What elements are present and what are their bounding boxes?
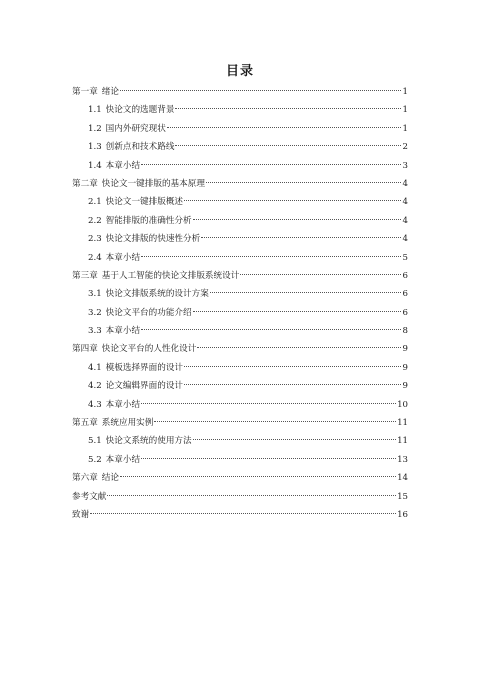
toc-entry-text: 参考文献 (72, 491, 107, 502)
toc-entry-text: 本章小结 (105, 160, 141, 171)
toc-leader-dots (141, 164, 401, 165)
toc-entry-number: 4.1 (88, 362, 102, 373)
toc-entry[interactable] (72, 193, 408, 211)
toc-leader-dots (193, 311, 401, 312)
toc-entry-page: 8 (402, 326, 408, 337)
toc-entry-page: 10 (397, 399, 408, 410)
toc-entry-page: 13 (397, 454, 408, 465)
toc-entry-number: 第二章 (72, 178, 98, 189)
toc-entry-number: 1.2 (88, 123, 102, 134)
toc-title: 目录 (225, 64, 254, 79)
toc-entry-number: 1.3 (88, 142, 102, 153)
toc-entry-number: 第四章 (72, 344, 98, 355)
toc-entry-page: 9 (402, 362, 408, 373)
toc-entry-page: 4 (402, 215, 408, 226)
toc-leader-dots (175, 145, 401, 146)
toc-entry-page: 6 (402, 270, 408, 281)
toc-entry[interactable] (72, 432, 408, 450)
toc-list (72, 83, 408, 524)
toc-leader-dots (193, 439, 396, 440)
toc-entry[interactable] (72, 469, 408, 487)
toc-entry-page: 15 (397, 491, 408, 502)
toc-entry[interactable] (72, 249, 408, 267)
toc-entry-text: 本章小结 (105, 454, 141, 465)
toc-entry-number: 第一章 (72, 87, 98, 97)
toc-entry-page: 4 (402, 234, 408, 245)
toc-entry-text: 基于人工智能的快论文排版系统设计 (101, 270, 240, 281)
toc-leader-dots (120, 476, 396, 477)
toc-entry-page: 9 (402, 344, 408, 355)
toc-leader-dots (141, 329, 401, 330)
toc-entry[interactable] (72, 340, 408, 358)
toc-entry-text: 致谢 (72, 509, 90, 520)
toc-entry-number: 第五章 (72, 418, 98, 429)
toc-leader-dots (90, 513, 396, 514)
toc-entry-text: 本章小结 (105, 252, 141, 263)
toc-leader-dots (184, 384, 401, 385)
toc-entry-page: 5 (402, 252, 408, 263)
toc-entry[interactable] (72, 488, 408, 506)
toc-entry-text: 创新点和技术路线 (105, 142, 175, 153)
toc-entry[interactable] (72, 506, 408, 524)
toc-entry[interactable] (72, 120, 408, 138)
toc-leader-dots (141, 256, 401, 257)
toc-entry-text: 快论文排版系统的设计方案 (105, 289, 209, 300)
toc-leader-dots (154, 421, 396, 422)
toc-leader-dots (167, 127, 401, 128)
toc-entry-text: 快论文一键排版的基本原理 (101, 178, 205, 189)
toc-leader-dots (206, 182, 401, 183)
toc-leader-dots (141, 403, 396, 404)
toc-entry-text: 快论文平台的人性化设计 (101, 344, 197, 355)
toc-entry-number: 4.3 (88, 399, 102, 410)
toc-entry[interactable] (72, 414, 408, 432)
toc-entry-text: 论文编辑界面的设计 (105, 381, 184, 392)
toc-entry-text: 快论文平台的功能介绍 (105, 307, 192, 318)
toc-leader-dots (240, 274, 401, 275)
toc-entry-text: 模板选择界面的设计 (105, 362, 184, 373)
toc-entry-number: 1.4 (88, 160, 102, 171)
toc-entry-page: 4 (402, 197, 408, 208)
toc-entry[interactable] (72, 359, 408, 377)
toc-entry[interactable] (72, 101, 408, 119)
toc-entry-number: 2.3 (88, 234, 102, 245)
toc-entry-page: 6 (402, 307, 408, 318)
toc-entry-number: 第六章 (72, 473, 98, 484)
toc-entry-text: 本章小结 (105, 326, 141, 337)
toc-leader-dots (210, 292, 401, 293)
toc-entry[interactable] (72, 304, 408, 322)
toc-leader-dots (107, 495, 396, 496)
toc-entry-text: 本章小结 (105, 399, 141, 410)
toc-entry-page: 2 (402, 142, 408, 153)
toc-entry[interactable] (72, 285, 408, 303)
toc-entry-text: 系统应用实例 (101, 418, 154, 429)
toc-entry-text: 快论文系统的使用方法 (105, 436, 192, 447)
toc-entry-number: 3.1 (88, 289, 102, 300)
toc-entry-number: 3.3 (88, 326, 102, 337)
toc-entry[interactable] (72, 377, 408, 395)
toc-leader-dots (175, 108, 401, 109)
toc-leader-dots (141, 458, 396, 459)
toc-entry-page: 3 (402, 160, 408, 171)
toc-entry-number: 4.2 (88, 381, 102, 392)
toc-leader-dots (120, 90, 401, 91)
toc-entry[interactable] (72, 83, 408, 101)
toc-entry-page: 1 (402, 105, 408, 116)
toc-entry-text: 智能排版的准确性分析 (105, 215, 192, 226)
toc-entry[interactable] (72, 138, 408, 156)
toc-entry[interactable] (72, 451, 408, 469)
toc-leader-dots (201, 237, 401, 238)
toc-leader-dots (193, 219, 401, 220)
toc-entry-text: 国内外研究现状 (105, 123, 166, 134)
toc-entry-number: 5.1 (88, 436, 102, 447)
toc-entry[interactable] (72, 212, 408, 230)
toc-entry[interactable] (72, 267, 408, 285)
toc-entry-text: 结论 (101, 473, 119, 484)
toc-entry-page: 11 (397, 418, 408, 429)
toc-leader-dots (184, 200, 401, 201)
toc-entry-text: 快论文排版的快速性分析 (105, 234, 201, 245)
toc-entry-number: 5.2 (88, 454, 102, 465)
toc-entry-text: 快论文一键排版概述 (105, 197, 184, 208)
toc-entry[interactable] (72, 230, 408, 248)
toc-entry[interactable] (72, 322, 408, 340)
toc-leader-dots (197, 347, 401, 348)
toc-entry-page: 16 (397, 509, 408, 520)
toc-entry-number: 3.2 (88, 307, 102, 318)
toc-entry-page: 14 (397, 473, 408, 484)
toc-entry-number: 2.2 (88, 215, 102, 226)
toc-entry-number: 2.1 (88, 197, 102, 208)
toc-entry[interactable] (72, 157, 408, 175)
toc-entry-page: 6 (402, 289, 408, 300)
toc-entry-page: 9 (402, 381, 408, 392)
toc-entry-page: 11 (397, 436, 408, 447)
toc-entry[interactable] (72, 175, 408, 193)
toc-entry-text: 快论文的选题背景 (105, 105, 175, 116)
toc-entry-page: 1 (402, 87, 408, 97)
toc-leader-dots (184, 366, 401, 367)
toc-entry-text: 绪论 (101, 87, 119, 97)
toc-entry-page: 1 (402, 123, 408, 134)
toc-entry[interactable] (72, 396, 408, 414)
toc-entry-page: 4 (402, 178, 408, 189)
toc-entry-number: 1.1 (88, 105, 102, 116)
toc-entry-number: 第三章 (72, 270, 98, 281)
toc-entry-number: 2.4 (88, 252, 102, 263)
